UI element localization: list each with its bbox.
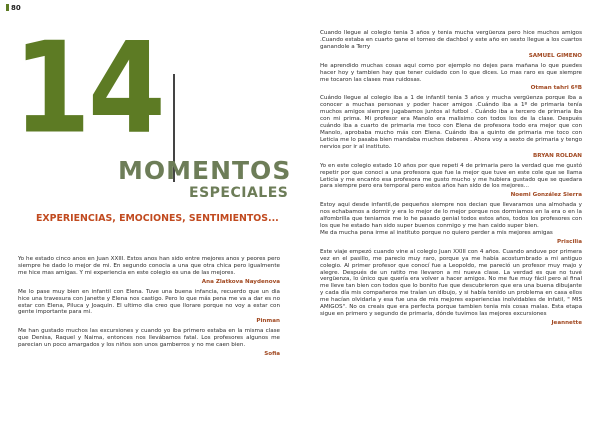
page-number bbox=[6, 4, 21, 12]
testimonial-text: Cuándo llegue al colegio iba a 1 de infantil tenia 3 años y mucha vergüenza porque iba a conocer a muchas personas y poder hacer amigos .Cuándo iba a 1º de primaria tenía muchos amigos siempre jugabamos juntos al futbol . Cuándo iba a tercero de primaria iba con mi prima. Mi profesor era Manolo era malisimo con todos los de la clase. Después cuándo iba a cuarto de primaria me toco con Elena de profesora todo era mejor que con Manolo, aprobaba mucho más con Elena. Cuándo iba a quinto de primaria me toco con Leticia me lo pasaba bien mandaba muchos deberes . Ahora voy a sexto de primaria y tengo nervios por ir al instituto. bbox=[320, 95, 582, 150]
testimonial-text: Me han gustado muchos las excursiones y cuando yo iba primero estaba en la misma clase que Denisa, Raquel y Naima, entonces nos llevábamos fatal. Los profesores algunos me parecian un poco amargados y los niños son unos gamberros y no me caen bien. bbox=[18, 328, 280, 349]
testimonial-signature: Ana Zlatkova Naydenova bbox=[201, 278, 280, 285]
testimonial-signature: Priscilia bbox=[557, 238, 582, 245]
testimonial-signature: Sofia bbox=[264, 351, 280, 358]
chapter-title-line1: MOMENTOS bbox=[118, 156, 292, 185]
left-column bbox=[18, 256, 280, 361]
testimonial-signature: Pinman bbox=[256, 318, 280, 325]
right-column bbox=[320, 30, 582, 330]
page-number-bar bbox=[6, 4, 9, 11]
testimonial-text: Yo he estado cinco anos en Juan XXIII. Estos anos han sido entre mejores anos y peores pero siempre he dado lo mejor de mi. En segundo conocia a una que otra chica pero igualmente me hice mas amigas. Y mi experiencia en este colegio es una de las mejores. bbox=[18, 256, 280, 276]
testimonial-signature: Noemi González Sierra bbox=[510, 192, 582, 199]
testimonial-text: Me lo pase muy bien en infantil con Elena. Tuve una buena infancia, recuerdo que un dia hice una travesura con Janette y Elena nos castigo. Pero lo que más pena me va a dar es no estar con Elena, Piluca y Joaquin. El ultimo dia creo que llorare porque no voy a estar con gente importante para mi. bbox=[18, 288, 280, 316]
testimonial-signature: BRYAN ROLDAN bbox=[532, 152, 582, 159]
chapter-subtitle: EXPERIENCIAS, EMOCIONES, SENTIMIENTOS... bbox=[36, 213, 279, 224]
chapter-number: 14 bbox=[13, 15, 163, 162]
testimonial-signature: Jeannette bbox=[551, 319, 582, 326]
testimonial-text: Este viaje empezó cuando vine al colegio Juan XXIII con 4 años. Cuando anduve por primera vez en el pasillo, me parecio muy raro, porque ya me había acostumbrado a mi antiguo colegio. Al primer profesor que conocí fue a Leopoldo, me pareció un profesor muy majo y alegre. Después de un ratito me llevaron a mi nueva clase. La verdad es que no tuvé vergüenza, lo único que quería era volver a hacer amigos. No me fue muy fácil pero al final me lleve tan bien con todos que lo bonito fue que descubrieron que era una buena dibujante y cada día mis compañeros me traían un dibujo, y si había tenido un problema en casa ellos me hacían olvidarla y esa fue una de mis mejores experiencias inolvidables de infatil, " MIS AMIGOS". No os creais que era perfecta porque tambien tenia mis cosas malas. Esta etapa sigue en primero y segundo de primaria, dónde tuvimos las mejores excursiones bbox=[320, 248, 582, 317]
testimonial-signature: Otman tahri 6ºB bbox=[530, 85, 582, 92]
testimonial-signature: SAMUEL GIMENO bbox=[528, 52, 582, 59]
testimonial-text: Cuando llegue al colegio tenia 3 años y tenia mucha vergüenza pero hice muchos amigos .Cuando estaba en cuarto gane el torneo de dachbol y este año en sexto llegue a los cuartos ganandole a Terry bbox=[320, 30, 582, 50]
testimonial-text: Yo en este colegio estado 10 años por que repeti 4 de primaria pero la verdad que me gustó repetir por que conoci a una profesora que fue la mejor que tuve en este cole que se llama Leticia y me encanto esa profesora me gusto mucho y me hubiera gustado que se quedara para siempre pero era temporal pero estos años han sido de los mejores... bbox=[320, 162, 582, 190]
page-number-text: 80 bbox=[11, 4, 21, 12]
testimonial-text: He aprendido muchas cosas aqui como por ejemplo no dejes para mañana lo que puedes hacer hoy y tambien hay que tener cuidado con lo que dices. Lo mas raro es que siempre me tocaron las clases mas ruidosas. bbox=[320, 62, 582, 83]
testimonial-text: Estoy aqui desde infantil,de pequeños siempre nos decian que llevaramos una almohada y nos echabamos a dormir y era lo mejor de lo mejor porque nos dormiamos en la era o en la alfombrilla que teniamos me lo he pasado genial todos estos años, todos los profesores con los que he estado han sido super buenos conmigo y me han caido super bien. Me da mucha pena irme al instituto porque no quiero perder a mis mejores amigas bbox=[320, 202, 582, 236]
chapter-title-line2: ESPECIALES bbox=[189, 185, 289, 201]
